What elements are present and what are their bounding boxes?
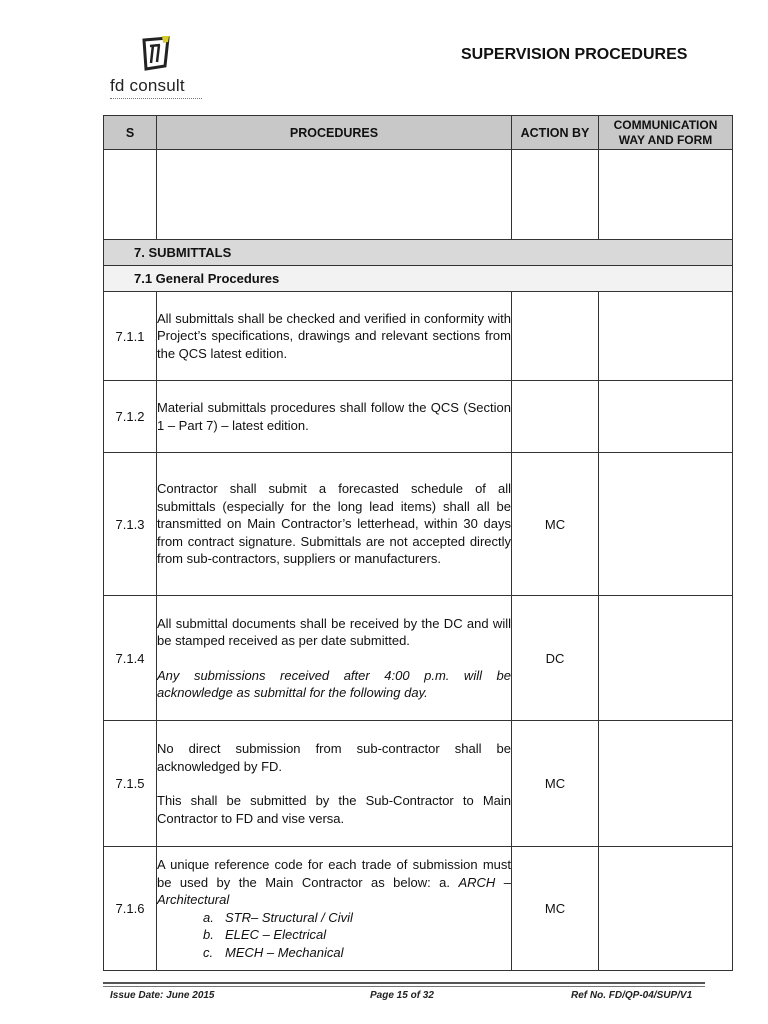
procedure-paragraph — [157, 856, 511, 909]
communication-cell — [599, 381, 733, 453]
action-by — [512, 292, 599, 381]
empty-cell — [512, 150, 599, 240]
list-item-label: a. — [203, 909, 214, 925]
section-title: 7. SUBMITTALS — [104, 240, 733, 266]
list-item-label: b. — [203, 927, 214, 942]
section-row — [104, 240, 733, 266]
row-number: 7.1.3 — [104, 453, 157, 596]
procedure-intro: A unique reference code for each trade of submission must be used by the Main Contractor as below: a. — [157, 857, 511, 890]
row-number: 7.1.2 — [104, 381, 157, 453]
footer-page-number: Page 15 of 32 — [370, 990, 434, 1001]
communication-cell — [599, 721, 733, 847]
action-by: MC — [512, 453, 599, 596]
procedure-paragraph: No direct submission from sub-contractor shall be acknowledged by FD. — [157, 741, 511, 774]
col-header-action-by: ACTION BY — [512, 116, 599, 150]
list-item-text: ARCH – Architectural — [157, 874, 511, 907]
procedure-paragraph: This shall be submitted by the Sub-Contractor to Main Contractor to FD and vise versa. — [157, 793, 511, 826]
list-item-text: ELEC – Electrical — [225, 927, 327, 942]
communication-cell — [599, 847, 733, 971]
procedure-text — [157, 847, 512, 971]
company-logo — [110, 36, 210, 108]
page-title: SUPERVISION PROCEDURES — [461, 46, 688, 63]
subsection-row — [104, 266, 733, 292]
table-header-row — [104, 116, 733, 150]
footer-divider — [103, 982, 705, 987]
procedure-text — [157, 381, 512, 453]
table-row — [104, 596, 733, 721]
communication-cell — [599, 292, 733, 381]
action-by: MC — [512, 847, 599, 971]
table-row — [104, 453, 733, 596]
empty-cell — [599, 150, 733, 240]
procedure-paragraph: Contractor shall submit a forecasted schedule of all submittals (especially for the long lead items) shall all be transmitted on Main Contractor’s letterhead, within 30 days from contract signature. Submittals are not accepted directly from sub-contractors, suppliers or manufacturers. — [157, 481, 511, 567]
list-item — [157, 944, 511, 962]
procedure-text — [157, 292, 512, 381]
procedure-paragraph: Material submittals procedures shall follow the QCS (Section 1 – Part 7) – latest edition. — [157, 400, 511, 433]
list-item-label: c. — [203, 944, 214, 960]
subsection-title: 7.1 General Procedures — [104, 266, 733, 292]
table-row — [104, 721, 733, 847]
list-item-text: MECH – Mechanical — [225, 944, 344, 960]
action-by: DC — [512, 596, 599, 721]
procedure-note: Any submissions received after 4:00 p.m. will be acknowledge as submittal for the following day. — [157, 667, 511, 700]
logo-tagline-decoration — [110, 98, 202, 103]
row-number: 7.1.4 — [104, 596, 157, 721]
procedure-text — [157, 596, 512, 721]
action-by — [512, 381, 599, 453]
procedure-paragraph: All submittals shall be checked and verified in conformity with Project’s specifications, drawings and relevant sections from the QCS latest edition. — [157, 310, 511, 361]
row-number: 7.1.5 — [104, 721, 157, 847]
empty-cell — [104, 150, 157, 240]
procedures-table — [103, 115, 733, 971]
communication-cell — [599, 453, 733, 596]
action-by: MC — [512, 721, 599, 847]
logo-text: fd consult — [110, 76, 185, 95]
footer-issue-date: Issue Date: June 2015 — [110, 990, 215, 1001]
table-row — [104, 847, 733, 971]
list-item — [157, 926, 511, 944]
col-header-communication: COMMUNICATION WAY AND FORM — [599, 116, 733, 150]
list-item — [157, 909, 511, 927]
procedure-paragraph: All submittal documents shall be received by the DC and will be stamped received as per date submitted. — [157, 615, 511, 648]
table-row-empty — [104, 150, 733, 240]
empty-cell — [157, 150, 512, 240]
footer-ref-number: Ref No. FD/QP-04/SUP/V1 — [571, 990, 693, 1001]
table-row — [104, 381, 733, 453]
row-number: 7.1.1 — [104, 292, 157, 381]
list-item-text: STR– Structural / Civil — [225, 909, 353, 925]
communication-cell — [599, 596, 733, 721]
procedure-text — [157, 453, 512, 596]
col-header-s: S — [104, 116, 157, 150]
col-header-procedures: PROCEDURES — [157, 116, 512, 150]
procedure-text — [157, 721, 512, 847]
fd-logo-icon — [138, 36, 174, 74]
table-row — [104, 292, 733, 381]
row-number: 7.1.6 — [104, 847, 157, 971]
